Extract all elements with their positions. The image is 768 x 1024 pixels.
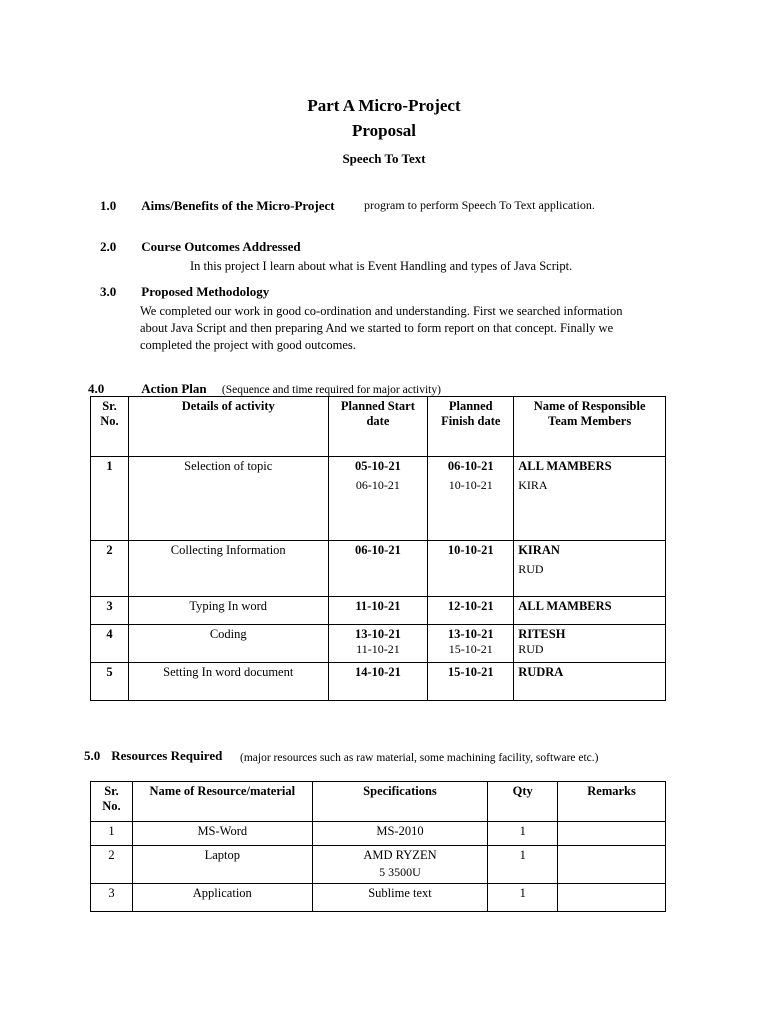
cell-finish [428,625,514,663]
header-sr: Sr. No. [91,782,133,822]
section-note: (major resources such as raw material, some machining facility, software etc.) [240,752,599,764]
header-sr: Sr. No. [91,397,129,457]
section-heading: Action Plan [141,381,207,396]
header-remarks: Remarks [558,782,666,822]
section-note: (Sequence and time required for major activity) [221,384,441,396]
table-header-row [91,397,666,457]
cell-remarks [558,884,666,912]
header-name: Name of Resource/material [132,782,312,822]
project-name: Speech To Text [342,151,426,166]
section-aims [100,198,720,214]
cell-start-value: 05-10-21 [355,459,401,473]
table-row [91,663,666,701]
cell-details: Setting In word document [128,663,328,701]
table-header-row [91,782,666,822]
action-plan-table [90,396,666,701]
table-row [91,846,666,884]
cell-name: MS-Word [132,822,312,846]
cell-start: 14-10-21 [328,663,428,701]
section-number: 3.0 [100,284,117,299]
cell-start: 11-10-21 [328,597,428,625]
section-heading: Aims/Benefits of the Micro-Project [141,198,335,213]
cell-finish-alt: 10-10-21 [448,478,493,492]
cell-remarks [558,822,666,846]
header-members: Name of Responsible Team Members [514,397,666,457]
resources-table [90,781,666,912]
section-text: In this project I learn about what is Event Handling and types of Java Script. [190,259,573,273]
cell-members-alt: KIRA [518,478,548,492]
table-row [91,597,666,625]
cell-members: ALL MAMBERS [514,597,666,625]
table-row [91,457,666,541]
cell-spec: MS-2010 [312,822,488,846]
section-heading: Resources Required [111,748,223,763]
header-qty: Qty [488,782,558,822]
cell-finish [428,457,514,541]
cell-members-alt: RUD [518,562,544,576]
cell-sr: 1 [91,457,129,541]
cell-finish: 15-10-21 [428,663,514,701]
cell-sr: 5 [91,663,129,701]
document-title: Part A Micro-Project [307,96,461,115]
document-subtitle: Proposal [352,121,416,140]
cell-details: Typing In word [128,597,328,625]
section-number: 1.0 [100,198,117,213]
cell-start-alt: 11-10-21 [356,642,400,656]
cell-finish: 10-10-21 [428,541,514,597]
cell-sr: 4 [91,625,129,663]
header-spec: Specifications [312,782,488,822]
cell-details: Coding [128,625,328,663]
cell-qty: 1 [488,846,558,884]
header-start: Planned Start date [328,397,428,457]
cell-sr: 1 [91,822,133,846]
cell-members: RUDRA [514,663,666,701]
section-text: We completed our work in good co-ordination and understanding. First we searched information about Java Script and then preparing And we started to form report on that concept. Finally we completed the project with good outcomes. [140,304,623,352]
cell-finish-alt: 15-10-21 [448,642,493,656]
cell-start: 06-10-21 [328,541,428,597]
cell-qty: 1 [488,884,558,912]
cell-start-value: 13-10-21 [355,627,401,641]
cell-name: Application [132,884,312,912]
table-row [91,625,666,663]
cell-finish-value: 13-10-21 [447,627,494,641]
table-row [91,541,666,597]
cell-sr: 2 [91,541,129,597]
section-number: 2.0 [100,239,117,254]
cell-finish-value: 06-10-21 [447,459,494,473]
section-number: 4.0 [88,381,105,396]
table-row [91,822,666,846]
cell-qty: 1 [488,822,558,846]
section-number: 5.0 [84,748,101,763]
cell-spec-value: AMD RYZEN [363,848,437,862]
cell-details: Selection of topic [128,457,328,541]
section-action-plan [88,381,708,397]
cell-finish: 12-10-21 [428,597,514,625]
cell-members-value: KIRAN [518,543,560,557]
cell-members [514,625,666,663]
section-methodology [100,284,720,300]
cell-details: Collecting Information [128,541,328,597]
section-outcomes [100,239,720,255]
cell-sr: 3 [91,884,133,912]
cell-members [514,541,666,597]
cell-members [514,457,666,541]
header-finish: Planned Finish date [428,397,514,457]
header-details: Details of activity [128,397,328,457]
cell-spec-alt: 5 3500U [379,865,421,879]
cell-start-alt: 06-10-21 [355,478,400,492]
cell-sr: 2 [91,846,133,884]
cell-members-alt: RUD [518,642,544,656]
section-text: program to perform Speech To Text application. [364,198,595,212]
cell-name: Laptop [132,846,312,884]
cell-members-value: ALL MAMBERS [518,459,612,473]
cell-sr: 3 [91,597,129,625]
cell-start [328,625,428,663]
cell-spec: Sublime text [312,884,488,912]
cell-remarks [558,846,666,884]
section-heading: Course Outcomes Addressed [141,239,301,254]
section-heading: Proposed Methodology [141,284,270,299]
table-row [91,884,666,912]
cell-start [328,457,428,541]
cell-members-value: RITESH [518,627,566,641]
cell-spec [312,846,488,884]
